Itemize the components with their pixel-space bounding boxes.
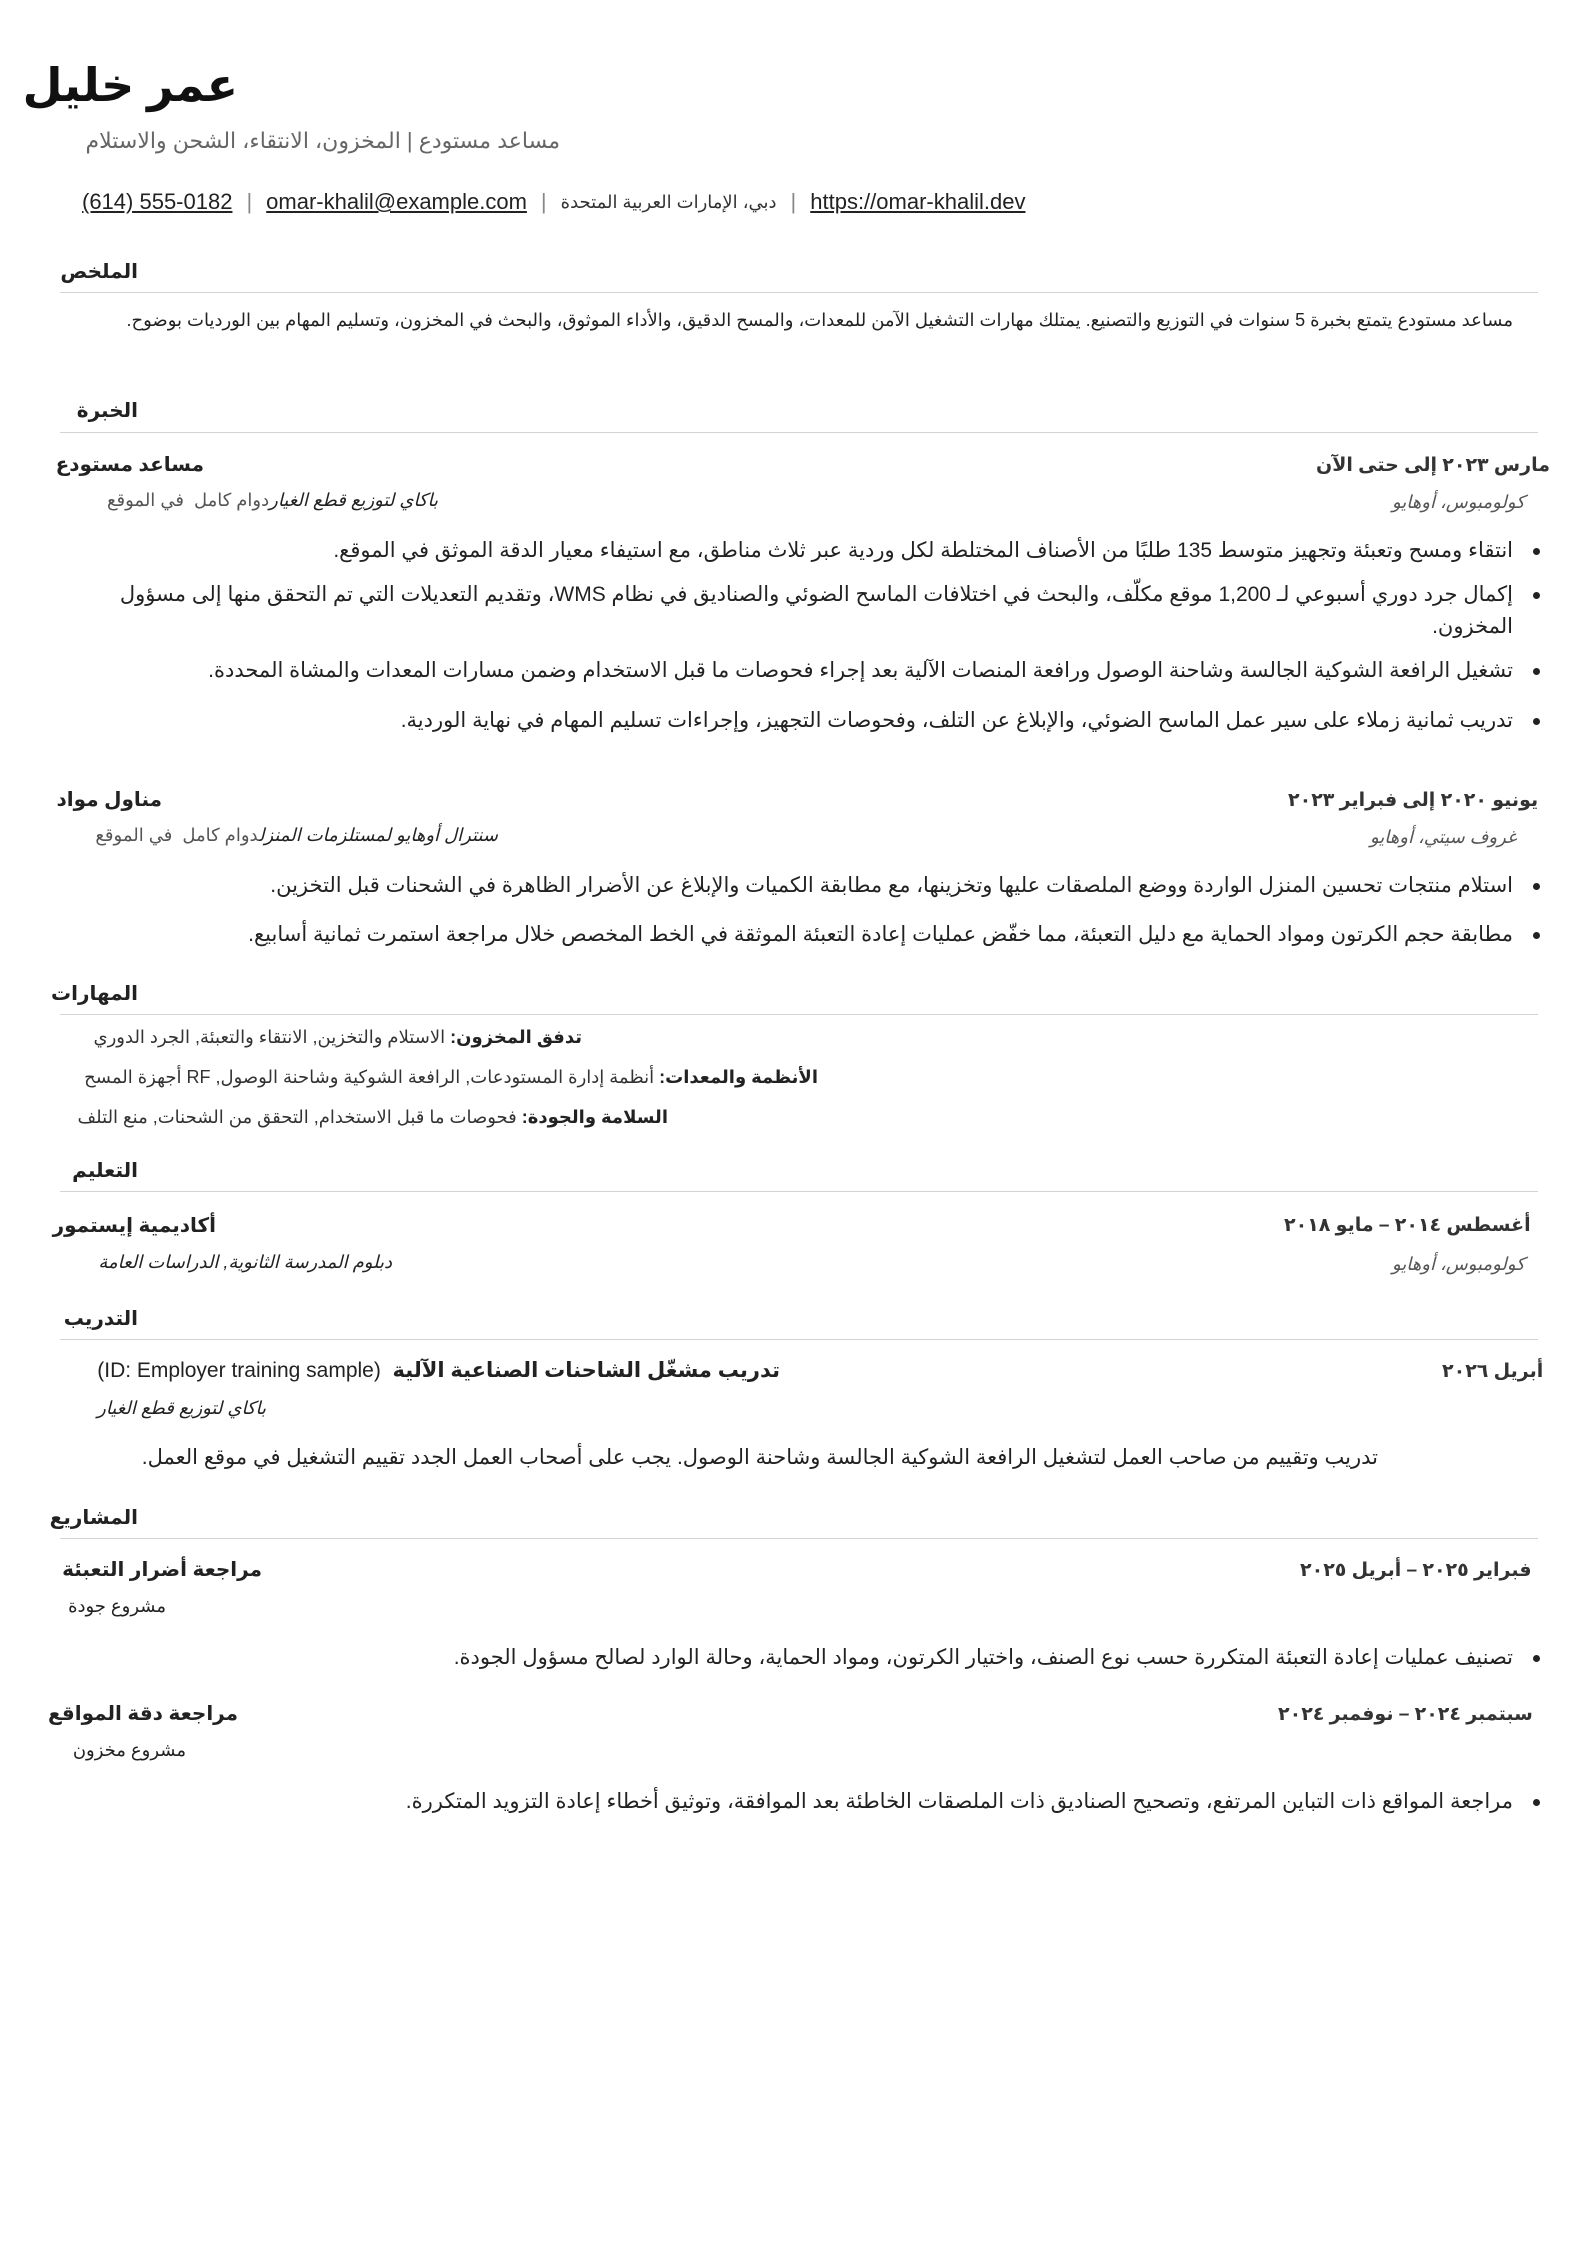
section-divider <box>60 432 1538 433</box>
contact-location: دبي، الإمارات العربية المتحدة <box>560 191 777 212</box>
job-date: يونيو ٢٠٢٠ إلى فبراير ٢٠٢٣ <box>1288 790 1539 811</box>
phone-link[interactable]: (614) 555-0182 <box>82 189 233 214</box>
skill-label: تدفق المخزون: <box>450 1027 582 1047</box>
project-bullets <box>93 1642 1513 1674</box>
section-title-training: التدريب <box>63 1308 138 1330</box>
job-title: مناول مواد <box>56 789 162 811</box>
degree: دبلوم المدرسة الثانوية, الدراسات العامة <box>98 1252 392 1272</box>
email-link[interactable]: omar-khalil@example.com <box>266 189 527 214</box>
training-description: تدريب وتقييم من صاحب العمل لتشغيل الرافعة الشوكية الجالسة وشاحنة الوصول. يجب على أصحاب العمل الجدد تقييم التشغيل في موقع العمل. <box>141 1446 1378 1469</box>
contact-separator: | <box>790 189 797 214</box>
training-issuer: باكاي لتوزيع قطع الغيار <box>97 1398 266 1418</box>
training-title-line <box>97 1358 780 1383</box>
job-company: سنترال أوهايو لمستلزمات المنزل <box>258 825 498 845</box>
education-location: كولومبوس، أوهايو <box>1392 1254 1525 1274</box>
job-location: غروف سيتي، أوهايو <box>1370 827 1517 847</box>
section-divider <box>60 1339 1538 1340</box>
list-item: انتقاء ومسح وتعبئة وتجهيز متوسط 135 طلبًا من الأصناف المختلطة لكل وردية عبر ثلاث مناطق، مع استيفاء معيار الدقة الموثق في الموقع. <box>93 535 1513 567</box>
skill-label: الأنظمة والمعدات: <box>659 1067 818 1087</box>
skill-value: الاستلام والتخزين, الانتقاء والتعبئة, الجرد الدوري <box>93 1027 446 1047</box>
section-divider <box>60 1191 1538 1192</box>
project-date: سبتمبر ٢٠٢٤ – نوفمبر ٢٠٢٤ <box>1278 1704 1533 1725</box>
job-company: باكاي لتوزيع قطع الغيار <box>269 490 438 510</box>
job-date: مارس ٢٠٢٣ إلى حتى الآن <box>1316 455 1550 476</box>
section-title-summary: الملخص <box>60 261 138 283</box>
project-date: فبراير ٢٠٢٥ – أبريل ٢٠٢٥ <box>1300 1560 1532 1581</box>
summary-text: مساعد مستودع يتمتع بخبرة 5 سنوات في التوزيع والتصنيع. يمتلك مهارات التشغيل الآمن للمعدات، والمسح الدقيق، والأداء الموثوق، والبحث في المخزون، وتسليم المهام بين الورديات بوضوح. <box>126 310 1513 330</box>
skill-row <box>94 1027 582 1048</box>
list-item: تصنيف عمليات إعادة التعبئة المتكررة حسب نوع الصنف، واختيار الكرتون، ومواد الحماية، وحالة الوارد لصالح مسؤول الجودة. <box>93 1642 1513 1674</box>
project-kind: مشروع مخزون <box>72 1740 186 1760</box>
list-item: استلام منتجات تحسين المنزل الواردة ووضع الملصقات عليها وتخزينها، مع مطابقة الكميات والإبلاغ عن الأضرار الظاهرة في الشحنات قبل التخزين. <box>93 870 1513 902</box>
section-title-experience: الخبرة <box>76 400 138 422</box>
job-title: مساعد مستودع <box>55 454 204 476</box>
list-item: تشغيل الرافعة الشوكية الجالسة وشاحنة الوصول ورافعة المنصات الآلية بعد إجراء فحوصات ما قبل الاستخدام وضمن مسارات المعدات والمشاة المحددة. <box>93 655 1513 687</box>
skill-label: السلامة والجودة: <box>521 1107 668 1127</box>
section-title-skills: المهارات <box>51 983 138 1005</box>
skill-row <box>78 1107 668 1128</box>
section-title-education: التعليم <box>72 1160 138 1182</box>
skill-row <box>84 1067 818 1088</box>
job-mode: في الموقع <box>106 490 184 510</box>
job-mode: في الموقع <box>95 825 173 845</box>
training-name: تدريب مشغّل الشاحنات الصناعية الآلية <box>392 1359 780 1382</box>
training-id: (ID: Employer training sample) <box>97 1359 381 1382</box>
school-name: أكاديمية إيستمور <box>52 1215 216 1237</box>
contact-separator: | <box>540 189 547 214</box>
contact-line <box>82 189 1025 215</box>
job-type: دوام كامل <box>182 825 259 845</box>
section-divider <box>60 1538 1538 1539</box>
education-date: أغسطس ٢٠١٤ – مايو ٢٠١٨ <box>1284 1215 1531 1236</box>
job-location: كولومبوس، أوهايو <box>1392 492 1525 512</box>
list-item: إكمال جرد دوري أسبوعي لـ 1,200 موقع مكلّف، والبحث في اختلافات الماسح الضوئي والصناديق في نظام WMS، وتقديم التعديلات التي تم التحقق منها إلى مسؤول المخزون. <box>93 579 1513 643</box>
project-bullets <box>93 1786 1513 1818</box>
training-date: أبريل ٢٠٢٦ <box>1442 1361 1544 1382</box>
job-type: دوام كامل <box>193 490 270 510</box>
list-item: مراجعة المواقع ذات التباين المرتفع، وتصحيح الصناديق ذات الملصقات الخاطئة بعد الموافقة، وتوثيق أخطاء إعادة التزويد المتكررة. <box>93 1786 1513 1818</box>
section-divider <box>60 1014 1538 1015</box>
section-title-projects: المشاريع <box>49 1507 138 1529</box>
job-bullets <box>93 870 1513 951</box>
candidate-name: عمر خليل <box>22 59 238 111</box>
skill-value: فحوصات ما قبل الاستخدام, التحقق من الشحنات, منع التلف <box>77 1107 517 1127</box>
website-link[interactable]: https://omar-khalil.dev <box>810 189 1026 214</box>
contact-separator: | <box>246 189 253 214</box>
project-name: مراجعة دقة المواقع <box>47 1703 238 1725</box>
project-kind: مشروع جودة <box>68 1596 166 1616</box>
job-company-line <box>95 825 498 846</box>
job-bullets <box>93 535 1513 737</box>
project-name: مراجعة أضرار التعبئة <box>62 1559 262 1581</box>
job-company-line <box>107 490 438 511</box>
section-divider <box>60 292 1538 293</box>
list-item: مطابقة حجم الكرتون ومواد الحماية مع دليل التعبئة، مما خفّض عمليات إعادة التعبئة الموثقة في الخط المخصص خلال مراجعة استمرت ثمانية أسابيع. <box>93 919 1513 951</box>
skill-value: أنظمة إدارة المستودعات, الرافعة الشوكية وشاحنة الوصول, RF أجهزة المسح <box>84 1067 655 1087</box>
list-item: تدريب ثمانية زملاء على سير عمل الماسح الضوئي، والإبلاغ عن التلف، وفحوصات التجهيز، وإجراءات تسليم المهام في نهاية الوردية. <box>93 705 1513 737</box>
candidate-headline: مساعد مستودع | المخزون، الانتقاء، الشحن والاستلام <box>85 128 560 153</box>
